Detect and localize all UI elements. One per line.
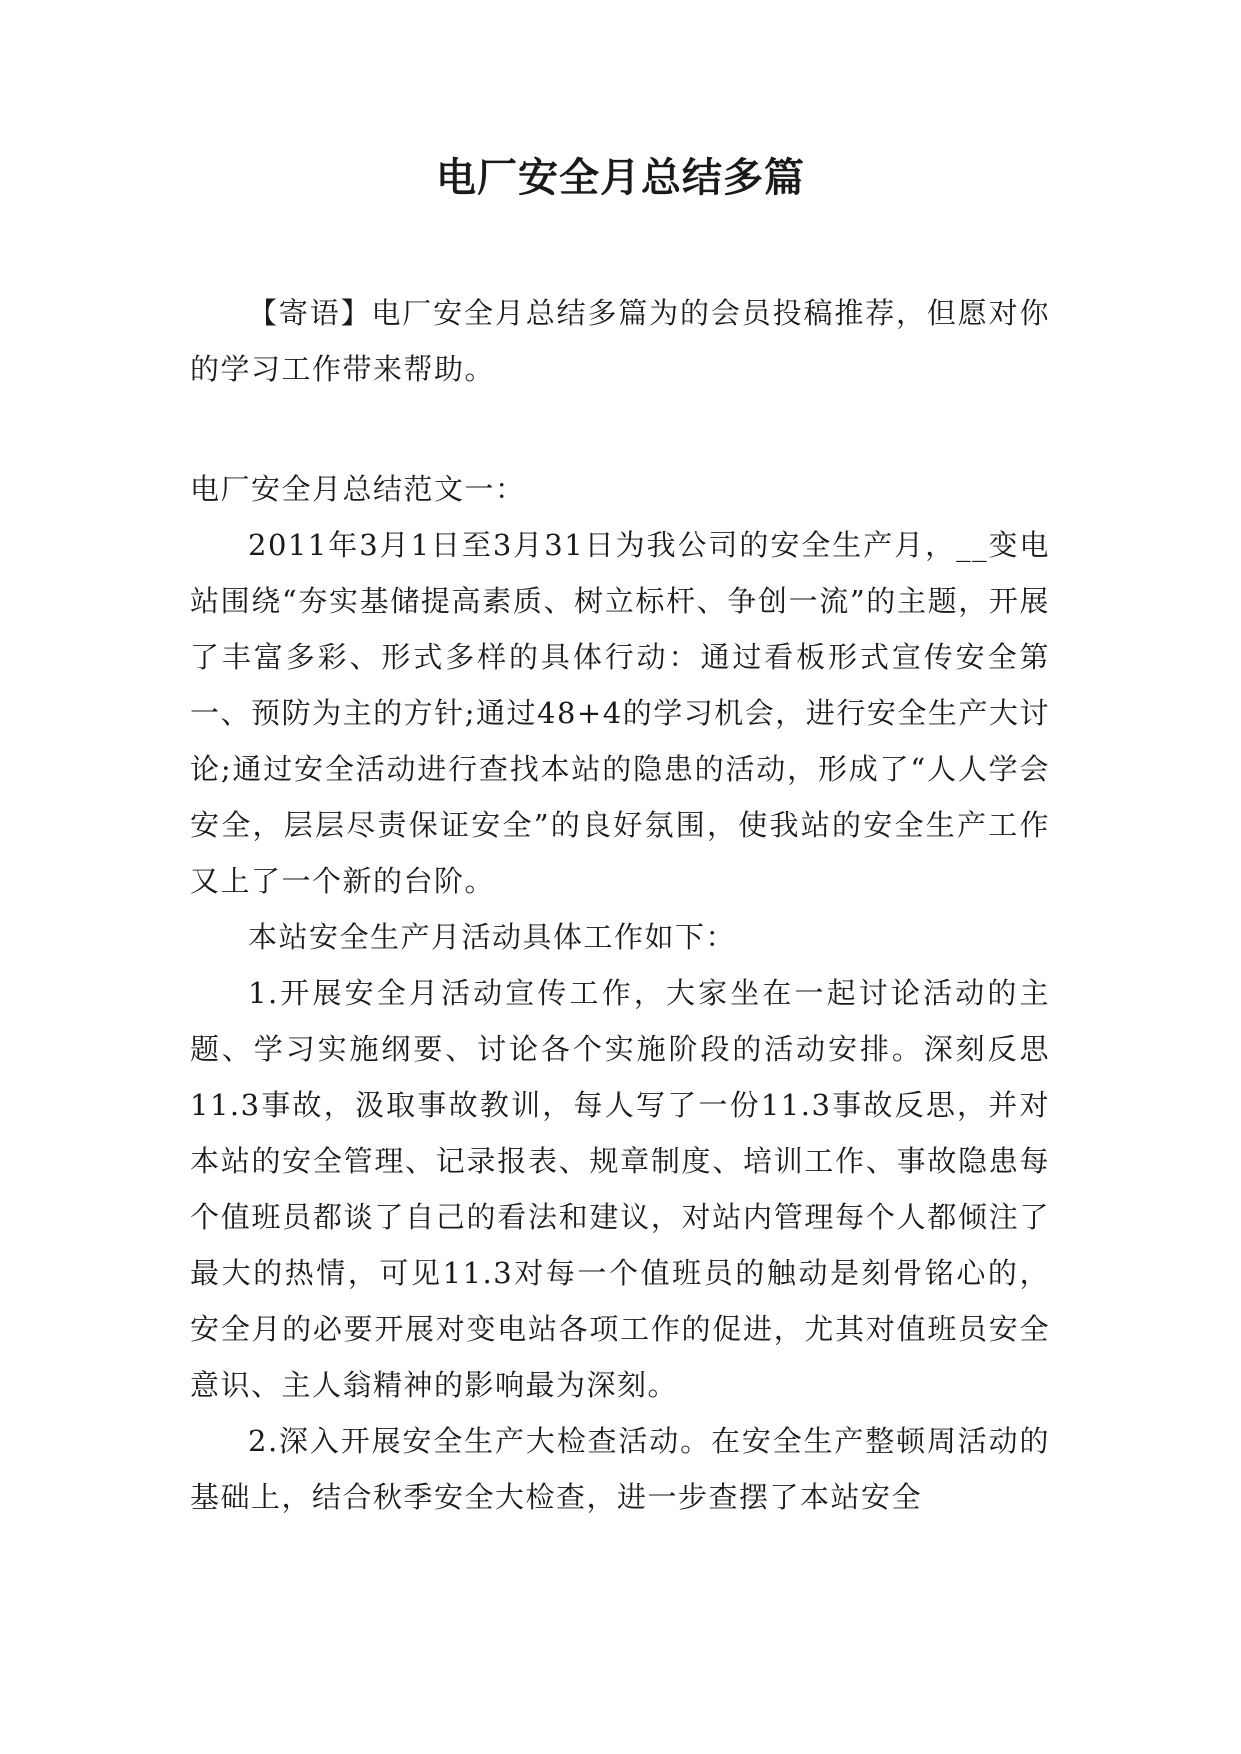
intro-paragraph: 【寄语】电厂安全月总结多篇为的会员投稿推荐，但愿对你的学习工作带来帮助。	[190, 296, 1050, 386]
paragraph-4: 2.深入开展安全生产大检查活动。在安全生产整顿周活动的基础上，结合秋季安全大检查，进一步查摆了本站安全	[190, 1424, 1050, 1514]
paragraph-3: 1.开展安全月活动宣传工作，大家坐在一起讨论活动的主题、学习实施纲要、讨论各个实施阶段的活动安排。深刻反思11.3事故，汲取事故教训，每人写了一份11.3事故反思，并对本站的安全管理、记录报表、规章制度、培训工作、事故隐患每个值班员都谈了自己的看法和建议，对站内管理每个人都倾注了最大的热情，可见11.3对每一个值班员的触动是刻骨铭心的，安全月的必要开展对变电站各项工作的促进，尤其对值班员安全意识、主人翁精神的影响最为深刻。	[190, 976, 1050, 1402]
document-title: 电厂安全月总结多篇	[436, 155, 805, 201]
main-body	[190, 461, 1050, 1525]
section-heading: 电厂安全月总结范文一：	[190, 472, 526, 506]
intro-block	[190, 285, 1050, 397]
paragraph-1: 2011年3月1日至3月31日为我公司的安全生产月，__变电站围绕“夯实基储提高素质、树立标杆、争创一流”的主题，开展了丰富多彩、形式多样的具体行动：通过看板形式宣传安全第一、预防为主的方针;通过48+4的学习机会，进行安全生产大讨论;通过安全活动进行查找本站的隐患的活动，形成了“人人学会安全，层层尽责保证安全”的良好氛围，使我站的安全生产工作又上了一个新的台阶。	[190, 528, 1050, 898]
paragraph-2: 本站安全生产月活动具体工作如下：	[248, 920, 737, 954]
